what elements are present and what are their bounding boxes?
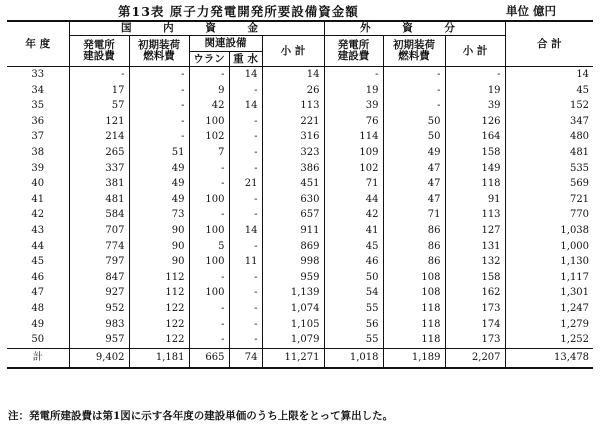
value-cell: 630 (262, 192, 324, 208)
value-cell: 770 (505, 207, 593, 223)
value-cell: - (229, 285, 262, 301)
value-cell: 47 (383, 192, 445, 208)
value-cell: 173 (445, 301, 505, 317)
table-row (7, 332, 593, 348)
value-cell: 959 (262, 270, 324, 286)
table-row (7, 176, 593, 192)
value-cell: 91 (445, 192, 505, 208)
value-cell: - (129, 98, 189, 114)
value-cell: - (229, 317, 262, 333)
total-cell: 2,207 (445, 348, 505, 368)
value-cell: 316 (262, 129, 324, 145)
value-cell: 1,000 (505, 239, 593, 255)
year-cell: 43 (31, 224, 45, 236)
value-cell: 9 (189, 83, 229, 99)
value-cell: 90 (129, 239, 189, 255)
total-cell: 9,402 (69, 348, 129, 368)
value-cell: - (229, 129, 262, 145)
value-cell: 265 (69, 145, 129, 161)
header-domestic: 国 内 資 金 (69, 21, 324, 36)
total-cell: 13,478 (505, 348, 593, 368)
table-row (7, 270, 593, 286)
table-title: 第13表 原子力発電開発所要設備資金額 (118, 4, 359, 19)
table-row (7, 285, 593, 301)
value-cell: - (189, 317, 229, 333)
value-cell: 49 (129, 176, 189, 192)
total-row (7, 348, 593, 368)
value-cell: 50 (324, 270, 383, 286)
header-foreign-initial-fuel: 初期装荷 燃料費 (383, 36, 445, 67)
table-row (7, 114, 593, 130)
header-uranium: ウラン (189, 52, 229, 67)
value-cell: 86 (383, 254, 445, 270)
value-cell: 90 (129, 254, 189, 270)
value-cell: 1,247 (505, 301, 593, 317)
value-cell: - (445, 67, 505, 83)
value-cell: - (383, 83, 445, 99)
value-cell: 71 (324, 176, 383, 192)
value-cell: 45 (505, 83, 593, 99)
value-cell: 50 (383, 114, 445, 130)
value-cell: - (189, 161, 229, 177)
year-cell: 33 (31, 69, 45, 80)
value-cell: 57 (69, 98, 129, 114)
year-cell: 44 (31, 240, 45, 252)
value-cell: 927 (69, 285, 129, 301)
value-cell: 50 (383, 129, 445, 145)
table-row (7, 98, 593, 114)
value-cell: 14 (505, 67, 593, 83)
header-total: 合 計 (505, 21, 593, 67)
value-cell: 221 (262, 114, 324, 130)
table-row (7, 145, 593, 161)
value-cell: 1,301 (505, 285, 593, 301)
value-cell: 118 (383, 301, 445, 317)
year-cell: 40 (31, 178, 45, 190)
value-cell: 721 (505, 192, 593, 208)
value-cell: - (189, 270, 229, 286)
value-cell: 5 (189, 239, 229, 255)
value-cell: 100 (189, 114, 229, 130)
value-cell: 90 (129, 223, 189, 239)
year-cell: 35 (31, 100, 45, 112)
value-cell: 113 (262, 98, 324, 114)
value-cell: - (383, 98, 445, 114)
value-cell: 102 (189, 129, 229, 145)
value-cell: - (229, 161, 262, 177)
value-cell: 1,074 (262, 301, 324, 317)
header-heavy-water: 重 水 (229, 52, 262, 67)
header-related-equipment: 関連設備 (189, 36, 262, 52)
value-cell: 149 (445, 161, 505, 177)
value-cell: 39 (445, 98, 505, 114)
value-cell: 118 (383, 317, 445, 333)
value-cell: 1,079 (262, 332, 324, 348)
value-cell: 73 (129, 207, 189, 223)
value-cell: 11 (229, 254, 262, 270)
total-cell: 1,189 (383, 348, 445, 368)
value-cell: 55 (324, 332, 383, 348)
value-cell: 158 (445, 145, 505, 161)
value-cell: 39 (324, 98, 383, 114)
table-row (7, 161, 593, 177)
value-cell: 86 (383, 239, 445, 255)
header-foreign-subtotal: 小 計 (445, 36, 505, 67)
table-body (7, 67, 593, 349)
value-cell: 56 (324, 317, 383, 333)
value-cell: 42 (189, 98, 229, 114)
table-title-bar (0, 2, 600, 18)
value-cell: 1,038 (505, 223, 593, 239)
value-cell: 158 (445, 270, 505, 286)
value-cell: 707 (69, 223, 129, 239)
value-cell: - (229, 239, 262, 255)
year-cell: 47 (31, 287, 45, 299)
total-cell: 665 (189, 348, 229, 368)
value-cell: 569 (505, 176, 593, 192)
value-cell: - (189, 332, 229, 348)
table-row (7, 207, 593, 223)
value-cell: 122 (129, 332, 189, 348)
table-row (7, 317, 593, 333)
value-cell: - (229, 207, 262, 223)
value-cell: 451 (262, 176, 324, 192)
value-cell: - (229, 270, 262, 286)
value-cell: 1,252 (505, 332, 593, 348)
value-cell: 51 (129, 145, 189, 161)
funding-table (7, 20, 593, 369)
table-row (7, 192, 593, 208)
header-foreign: 外 資 分 (324, 21, 505, 36)
value-cell: - (229, 192, 262, 208)
value-cell: 337 (69, 161, 129, 177)
value-cell: 214 (69, 129, 129, 145)
value-cell: 132 (445, 254, 505, 270)
value-cell: 42 (324, 207, 383, 223)
value-cell: 17 (69, 83, 129, 99)
value-cell: - (189, 301, 229, 317)
total-cell: 1,181 (129, 348, 189, 368)
year-cell: 50 (31, 334, 45, 346)
value-cell: 112 (129, 285, 189, 301)
value-cell: 113 (445, 207, 505, 223)
value-cell: 381 (69, 176, 129, 192)
value-cell: 109 (324, 145, 383, 161)
value-cell: 46 (324, 254, 383, 270)
value-cell: - (189, 176, 229, 192)
value-cell: - (383, 67, 445, 83)
value-cell: 118 (445, 176, 505, 192)
value-cell: 14 (229, 98, 262, 114)
value-cell: 323 (262, 145, 324, 161)
year-cell: 48 (31, 302, 45, 314)
value-cell: 847 (69, 270, 129, 286)
value-cell: 100 (189, 285, 229, 301)
value-cell: 45 (324, 239, 383, 255)
value-cell: 100 (189, 254, 229, 270)
total-cell: 1,018 (324, 348, 383, 368)
total-label: 計 (7, 348, 69, 368)
value-cell: 869 (262, 239, 324, 255)
value-cell: - (229, 332, 262, 348)
year-cell: 37 (31, 131, 45, 143)
value-cell: 121 (69, 114, 129, 130)
value-cell: 21 (229, 176, 262, 192)
value-cell: 14 (262, 67, 324, 83)
year-cell: 34 (31, 84, 45, 96)
value-cell: 100 (189, 192, 229, 208)
value-cell: - (229, 301, 262, 317)
value-cell: 44 (324, 192, 383, 208)
value-cell: 797 (69, 254, 129, 270)
value-cell: 14 (229, 223, 262, 239)
value-cell: 108 (383, 285, 445, 301)
value-cell: - (229, 145, 262, 161)
value-cell: - (229, 83, 262, 99)
value-cell: - (129, 114, 189, 130)
value-cell: 49 (383, 145, 445, 161)
table-row (7, 67, 593, 83)
value-cell: 957 (69, 332, 129, 348)
footnote: 注：発電所建設費は第1図に示す各年度の建設単価のうち上限をとって算出した。 (8, 410, 394, 422)
value-cell: 174 (445, 317, 505, 333)
value-cell: 47 (383, 161, 445, 177)
value-cell: 481 (69, 192, 129, 208)
value-cell: 55 (324, 301, 383, 317)
value-cell: 108 (383, 270, 445, 286)
value-cell: 118 (383, 332, 445, 348)
value-cell: 76 (324, 114, 383, 130)
value-cell: 100 (189, 223, 229, 239)
value-cell: - (69, 67, 129, 83)
value-cell: - (129, 83, 189, 99)
value-cell: 481 (505, 145, 593, 161)
value-cell: 122 (129, 301, 189, 317)
table-row (7, 301, 593, 317)
value-cell: 131 (445, 239, 505, 255)
value-cell: 657 (262, 207, 324, 223)
value-cell: 126 (445, 114, 505, 130)
total-cell: 74 (229, 348, 262, 368)
value-cell: 173 (445, 332, 505, 348)
table-row (7, 254, 593, 270)
value-cell: 54 (324, 285, 383, 301)
value-cell: 86 (383, 223, 445, 239)
value-cell: 164 (445, 129, 505, 145)
value-cell: 49 (129, 192, 189, 208)
value-cell: 7 (189, 145, 229, 161)
value-cell: 952 (69, 301, 129, 317)
unit-label: 単位 億円 (506, 4, 557, 18)
year-cell: 38 (31, 146, 45, 158)
value-cell: - (129, 129, 189, 145)
value-cell: 584 (69, 207, 129, 223)
table-row (7, 223, 593, 239)
value-cell: 122 (129, 317, 189, 333)
value-cell: 983 (69, 317, 129, 333)
value-cell: 102 (324, 161, 383, 177)
table-row (7, 239, 593, 255)
value-cell: 114 (324, 129, 383, 145)
header-year: 年 度 (7, 21, 69, 67)
year-cell: 39 (31, 162, 45, 174)
value-cell: 386 (262, 161, 324, 177)
value-cell: - (229, 114, 262, 130)
value-cell: 26 (262, 83, 324, 99)
value-cell: 71 (383, 207, 445, 223)
year-cell: 42 (31, 209, 45, 221)
value-cell: 14 (229, 67, 262, 83)
value-cell: - (189, 207, 229, 223)
header-foreign-plant-cost: 発電所 建設費 (324, 36, 383, 67)
value-cell: 1,105 (262, 317, 324, 333)
value-cell: 774 (69, 239, 129, 255)
year-cell: 49 (31, 318, 45, 330)
year-cell: 46 (31, 271, 45, 283)
value-cell: - (324, 67, 383, 83)
value-cell: 19 (445, 83, 505, 99)
year-cell: 41 (31, 193, 45, 205)
value-cell: 1,117 (505, 270, 593, 286)
value-cell: 127 (445, 223, 505, 239)
table-row (7, 129, 593, 145)
year-cell: 45 (31, 256, 45, 268)
value-cell: 1,139 (262, 285, 324, 301)
value-cell: - (189, 67, 229, 83)
value-cell: 19 (324, 83, 383, 99)
value-cell: 998 (262, 254, 324, 270)
year-cell: 36 (31, 115, 45, 127)
value-cell: 1,279 (505, 317, 593, 333)
value-cell: - (129, 67, 189, 83)
value-cell: 480 (505, 129, 593, 145)
value-cell: 41 (324, 223, 383, 239)
header-subtotal: 小 計 (262, 36, 324, 67)
value-cell: 112 (129, 270, 189, 286)
total-cell: 11,271 (262, 348, 324, 368)
value-cell: 49 (129, 161, 189, 177)
value-cell: 162 (445, 285, 505, 301)
value-cell: 1,130 (505, 254, 593, 270)
value-cell: 152 (505, 98, 593, 114)
table-row (7, 83, 593, 99)
value-cell: 347 (505, 114, 593, 130)
header-plant-cost: 発電所 建設費 (69, 36, 129, 67)
value-cell: 47 (383, 176, 445, 192)
value-cell: 535 (505, 161, 593, 177)
header-initial-fuel: 初期装荷 燃料費 (129, 36, 189, 67)
value-cell: 911 (262, 223, 324, 239)
